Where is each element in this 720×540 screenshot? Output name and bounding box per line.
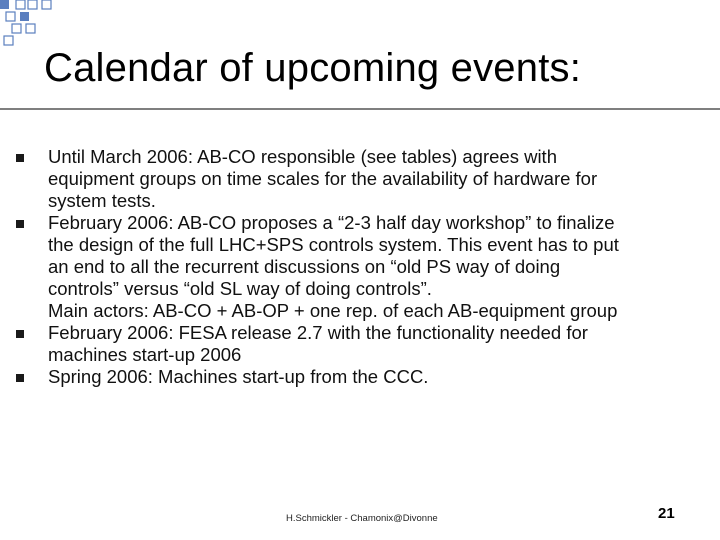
bullet-line: controls” versus “old SL way of doing controls”. xyxy=(48,278,432,299)
corner-square-decoration xyxy=(0,0,60,48)
bullet-text xyxy=(48,146,597,212)
bullet-item xyxy=(16,322,676,366)
bullet-item xyxy=(16,366,676,388)
square-bullet-icon xyxy=(16,322,48,344)
slide-footer: H.Schmickler - Chamonix@Divonne xyxy=(286,513,438,524)
bullet-item xyxy=(16,146,676,212)
title-divider xyxy=(0,108,720,110)
bullet-line: February 2006: FESA release 2.7 with the functionality needed for xyxy=(48,322,588,343)
bullet-line: February 2006: AB-CO proposes a “2-3 half day workshop” to finalize xyxy=(48,212,615,233)
bullet-text xyxy=(48,212,619,322)
bullet-line: the design of the full LHC+SPS controls system. This event has to put xyxy=(48,234,619,255)
bullet-line: system tests. xyxy=(48,190,156,211)
square-bullet-icon xyxy=(16,146,48,168)
square-bullet-icon xyxy=(16,212,48,234)
bullet-line: Spring 2006: Machines start-up from the CCC. xyxy=(48,366,429,387)
square-bullet-icon xyxy=(16,366,48,388)
bullet-line: Until March 2006: AB-CO responsible (see tables) agrees with xyxy=(48,146,557,167)
slide-title: Calendar of upcoming events: xyxy=(44,46,582,90)
bullet-line: Main actors: AB-CO + AB-OP + one rep. of each AB-equipment group xyxy=(48,300,618,321)
bullet-list xyxy=(16,146,676,388)
bullet-line: an end to all the recurrent discussions on “old PS way of doing xyxy=(48,256,561,277)
bullet-text xyxy=(48,366,428,388)
page-number: 21 xyxy=(658,505,675,522)
bullet-text xyxy=(48,322,588,366)
bullet-line: equipment groups on time scales for the availability of hardware for xyxy=(48,168,598,189)
bullet-line: machines start-up 2006 xyxy=(48,344,242,365)
bullet-item xyxy=(16,212,676,322)
